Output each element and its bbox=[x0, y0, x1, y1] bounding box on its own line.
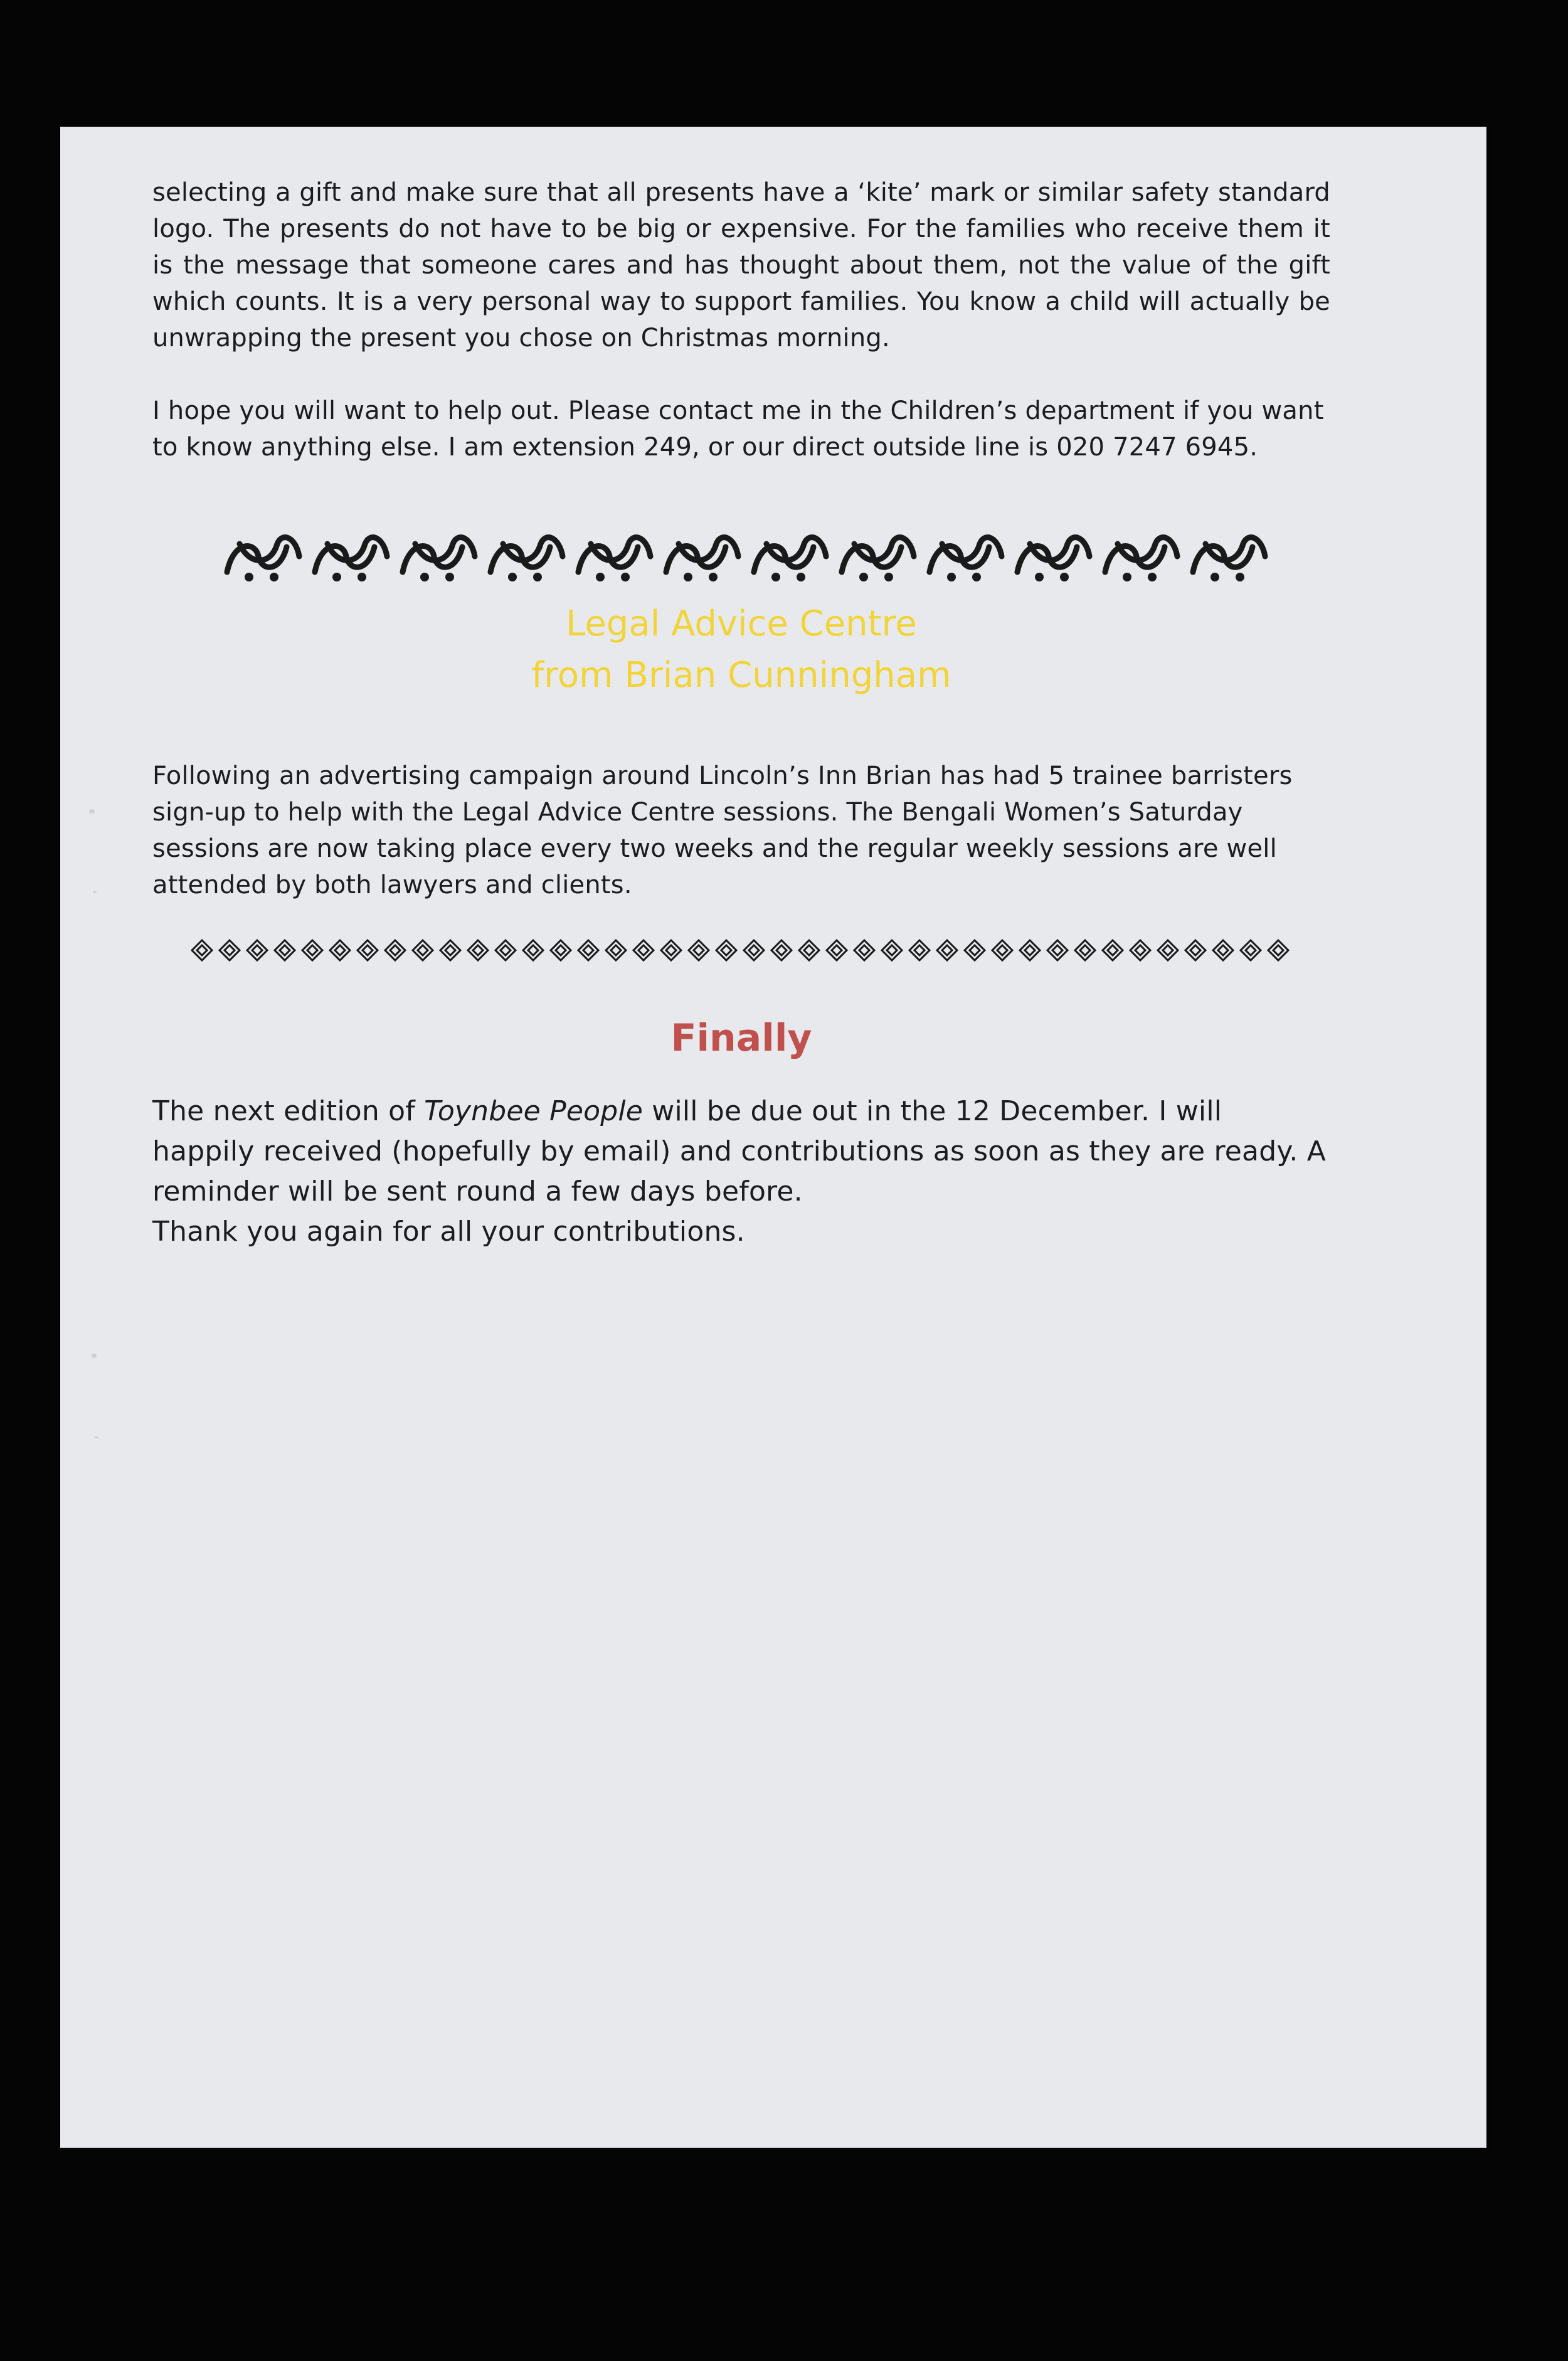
diamond-motif bbox=[799, 940, 819, 960]
diamond-motif bbox=[551, 940, 571, 960]
celtic-knot-border-icon bbox=[152, 528, 1330, 585]
diamond-motif bbox=[578, 940, 598, 960]
diamond-motif bbox=[330, 940, 350, 960]
document-body bbox=[152, 174, 1330, 1252]
diamond-motif bbox=[1158, 940, 1178, 960]
knot-motif bbox=[315, 538, 387, 581]
diamond-motif bbox=[1213, 940, 1233, 960]
dust-speck bbox=[89, 809, 95, 814]
diamond-motif bbox=[965, 940, 985, 960]
diamond-motif bbox=[523, 940, 543, 960]
diamond-motif bbox=[1020, 940, 1040, 960]
legal-advice-paragraph: Following an advertising campaign around Lincoln’s Inn Brian has had 5 trainee barristers sign-up to help with the Legal Advice Centre sessions. The Bengali Women’s Saturday sessions are now taking place every two weeks and the regular weekly sessions are well attended by both lawyers and clients. bbox=[152, 761, 1293, 899]
diamond-motif bbox=[882, 940, 902, 960]
diamond-motif bbox=[854, 940, 874, 960]
dust-speck bbox=[93, 891, 97, 893]
legal-advice-title: Legal Advice Centre bbox=[566, 603, 917, 644]
knot-motif bbox=[578, 538, 650, 581]
finally-paragraph bbox=[152, 1091, 1330, 1252]
diamond-motif bbox=[440, 940, 460, 960]
finally-text-start: The next edition of bbox=[152, 1095, 425, 1127]
diamond-motif bbox=[468, 940, 488, 960]
diamond-motif bbox=[606, 940, 626, 960]
knot-motif bbox=[842, 538, 914, 581]
diamond-motif bbox=[413, 940, 433, 960]
diamond-motif bbox=[1047, 940, 1067, 960]
knot-motif bbox=[403, 538, 475, 581]
diamond-motif bbox=[358, 940, 378, 960]
diamond-motif bbox=[1130, 940, 1150, 960]
knot-motif bbox=[227, 538, 299, 581]
diamond-motif bbox=[220, 940, 240, 960]
diamond-motif bbox=[689, 940, 709, 960]
diamond-motif bbox=[192, 940, 212, 960]
diamond-motif bbox=[771, 940, 792, 960]
knot-motif bbox=[1105, 538, 1177, 581]
knot-motif bbox=[1017, 538, 1089, 581]
diamond-motif bbox=[1075, 940, 1095, 960]
knot-motif bbox=[1193, 538, 1265, 581]
diamond-motif bbox=[937, 940, 957, 960]
knot-motif bbox=[490, 538, 563, 581]
diamond-motif bbox=[1268, 940, 1288, 960]
diamond-motif bbox=[909, 940, 930, 960]
diamond-motif bbox=[247, 940, 267, 960]
knot-motif bbox=[930, 538, 1002, 581]
dust-speck bbox=[92, 1354, 97, 1358]
diamond-motif bbox=[275, 940, 295, 960]
diamond-motif bbox=[495, 940, 516, 960]
diamond-motif bbox=[827, 940, 847, 960]
diamond-motif bbox=[1103, 940, 1123, 960]
newsletter-title: Toynbee People bbox=[424, 1095, 644, 1127]
diamond-motif bbox=[716, 940, 736, 960]
diamond-motif bbox=[1241, 940, 1261, 960]
diamond-motif bbox=[385, 940, 405, 960]
knot-motif bbox=[754, 538, 826, 581]
legal-advice-subtitle: from Brian Cunningham bbox=[531, 655, 951, 696]
diamond-motif bbox=[302, 940, 322, 960]
finally-heading: Finally bbox=[670, 1016, 812, 1060]
finally-text-end: will be due out in the 12 December. I will happily received (hopefully by email) and contributions as soon as they are ready. A reminder will be sent round a few days before. bbox=[152, 1095, 1326, 1207]
diamond-motif bbox=[992, 940, 1012, 960]
thanks-line: Thank you again for all your contributions. bbox=[152, 1216, 745, 1248]
diamond-motif bbox=[661, 940, 681, 960]
diamond-motif bbox=[744, 940, 764, 960]
dust-speck bbox=[94, 1436, 99, 1438]
knot-motif bbox=[666, 538, 738, 581]
diamond-motif bbox=[633, 940, 654, 960]
intro-paragraph: selecting a gift and make sure that all presents have a ‘kite’ mark or similar safety standard logo. The presents do not have to be big or expensive. For the families who receive them it is the message that someone cares and has thought about them, not the value of the gift which counts. It is a very personal way to support families. You know a child will actually be unwrapping the present you chose on Christmas morning. bbox=[152, 178, 1330, 353]
diamond-motif bbox=[1185, 940, 1205, 960]
diamond-border-icon bbox=[152, 935, 1330, 972]
help-paragraph: I hope you will want to help out. Please contact me in the Children’s department if you want to know anything else. I am extension 249, or our direct outside line is 020 7247 6945. bbox=[152, 396, 1324, 462]
